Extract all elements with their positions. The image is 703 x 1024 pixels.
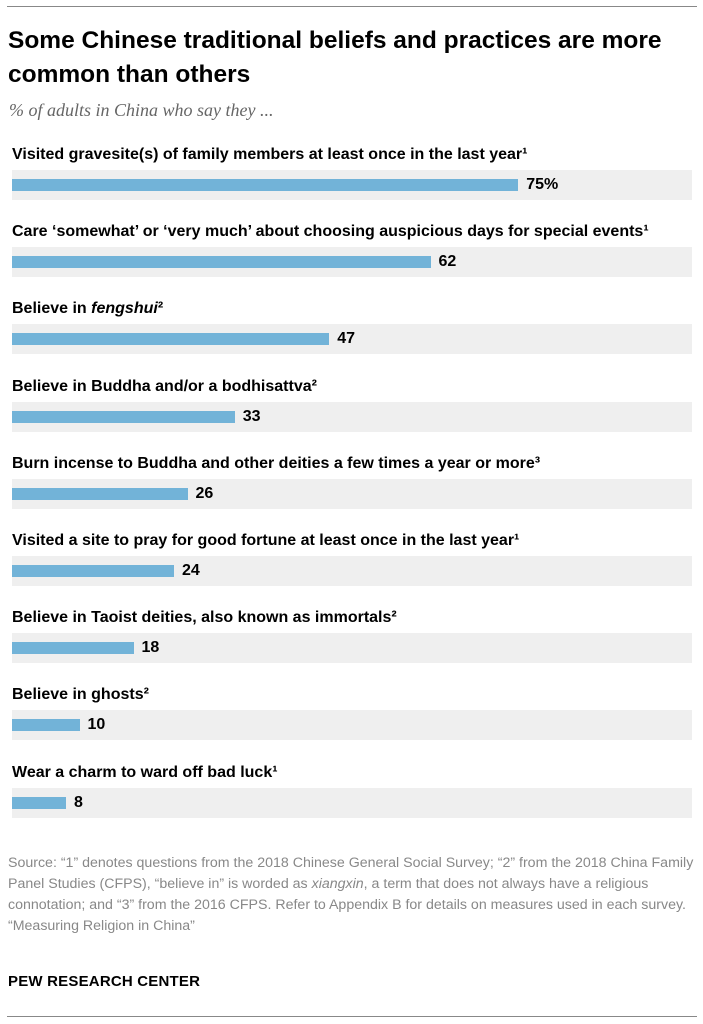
value-label: 26 [195,484,214,502]
footnote-marker: ¹ [522,146,528,163]
category-label [12,222,649,242]
bar-track [12,788,692,818]
category-label-text: Wear a charm to ward off bad luck [12,763,273,781]
footnote-marker: ² [391,609,397,627]
footnote-marker: ³ [534,454,541,472]
pew-logo-text: PEW RESEARCH CENTER [8,973,201,990]
bottom-rule [7,1016,697,1017]
source-text-end: , a term that does not always have a religious connotation; and “3” from the 2016 CFPS. Refer to Appendix B for details on measures used in each survey. [8,876,686,913]
source-note [8,853,698,937]
value-label: 75% [526,176,559,193]
value-label: 24 [182,562,200,579]
value-label: 47 [337,330,356,348]
bar-chart [0,140,703,830]
footnote-marker: ² [311,377,317,395]
source-text-start: Source: “1” denotes questions from the 2018 Chinese General Social Survey; “2” from the 2018 China Family Panel Studies (CFPS), “believe in” is worded as [8,855,694,892]
category-label-text: Believe in ghosts [12,686,144,704]
bar [12,411,235,423]
source-term: xiangxin [311,876,364,892]
bar-track [12,710,692,740]
footnote-marker: ¹ [272,763,278,781]
footnote-marker: ² [157,300,164,318]
category-label [12,685,149,705]
bar [12,719,80,731]
category-label-text: Care ‘somewhat’ or ‘very much’ about choosing auspicious days for special events [12,223,644,241]
category-label-text: Burn incense to Buddha and other deities a few times a year or more [12,454,535,472]
bar [12,565,174,577]
bar-track [12,324,692,354]
footnote-marker: ¹ [514,532,520,549]
bar [12,642,134,654]
chart-title: Some Chinese traditional beliefs and practices are more common than others [8,27,662,88]
value-label: 18 [141,639,160,657]
bar-track [12,556,692,586]
category-label [12,454,540,474]
value-label: 8 [74,793,83,811]
value-label: 10 [87,716,106,734]
category-label-text: Believe in Buddha and/or a bodhisattva [12,377,312,395]
bar [12,333,329,345]
bar [12,797,66,809]
category-label [12,608,397,628]
category-label [12,377,317,397]
bar [12,256,431,268]
category-label-text: Believe in Taoist deities, also known as immortals [12,609,392,627]
category-label [12,299,163,319]
top-rule [7,6,697,7]
chart-subtitle: % of adults in China who say they ... [9,100,274,120]
category-label [12,531,519,551]
category-label [12,763,278,783]
bar [12,488,188,500]
bar-track [12,402,692,432]
bar-track [12,479,692,509]
category-label-text: Visited gravesite(s) of family members at least once in the last year [12,146,523,163]
bar-track [12,170,692,200]
category-label-emphasis: fengshui [91,300,158,318]
category-label-text: Visited a site to pray for good fortune at least once in the last year [12,532,515,549]
report-title: “Measuring Religion in China” [8,918,195,934]
bar-track [12,247,692,277]
category-label [12,145,527,165]
value-label: 33 [242,407,261,425]
category-label-text: Believe in [12,300,92,318]
bar [12,179,518,191]
footnote-marker: ¹ [643,223,649,241]
footnote-marker: ² [143,686,149,704]
value-label: 62 [438,253,457,271]
bar-track [12,633,692,663]
